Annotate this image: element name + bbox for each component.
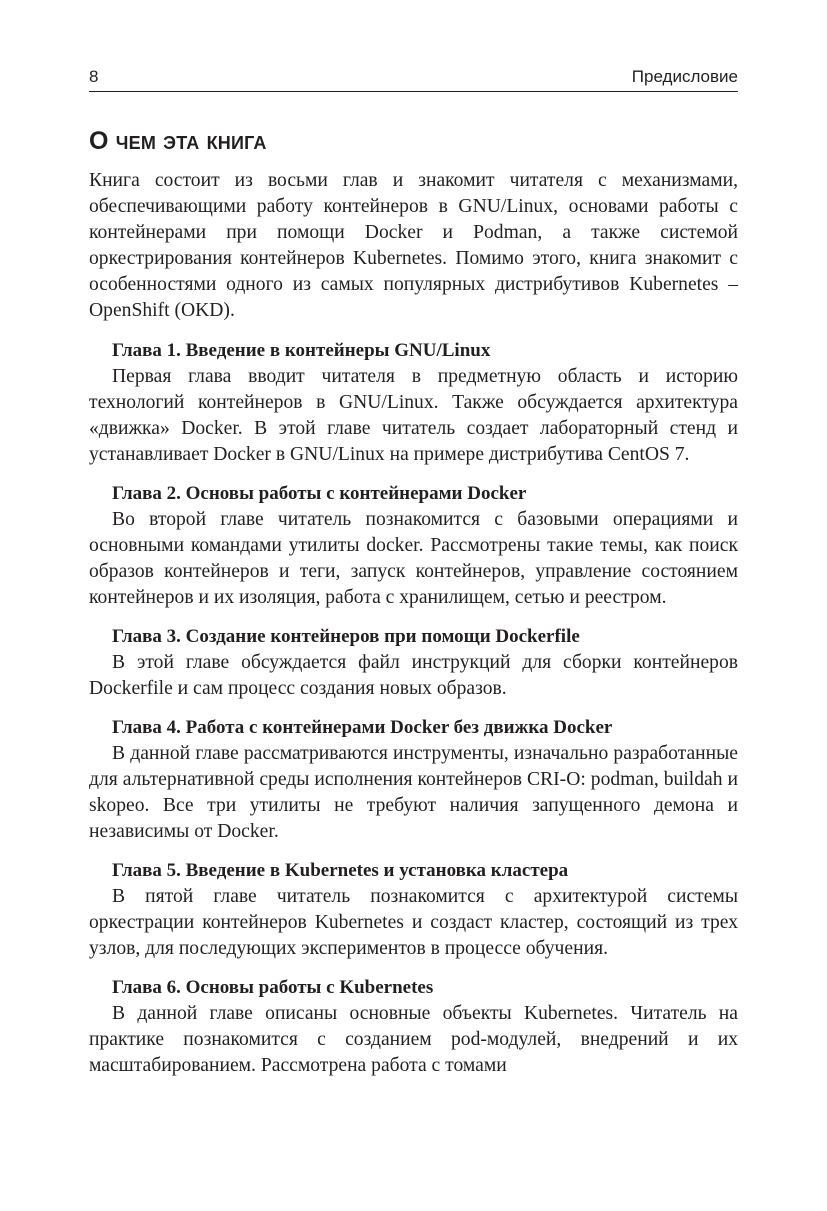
book-page	[89, 66, 738, 1092]
chapter-description: В данной главе рассматриваются инструменты, изначально разработанные для альтернативной среды исполнения контейнеров CRI-O: podman, buildah и skopeo. Все три утилиты не требуют наличия запущенного демона и независимы от Docker.	[89, 743, 738, 842]
chapter-3	[89, 624, 738, 702]
chapter-description: Во второй главе читатель познакомится с базовыми операциями и основными командами утилиты docker. Рассмотрены такие темы, как поиск образов контейнеров и теги, запуск контейнеров, управление состоянием контейнеров и их изоляция, работа с хранилищем, сетью и реестром.	[89, 509, 738, 608]
chapter-6	[89, 975, 738, 1079]
chapter-1	[89, 338, 738, 468]
running-header	[89, 66, 738, 92]
chapter-description: Первая глава вводит читателя в предметную область и историю технологий контейнеров в GNU/Linux. Также обсуждается архитектура «движка» Docker. В этой главе читатель создает лабораторный стенд и устанавливает Docker в GNU/Linux на примере дистрибутива CentOS 7.	[89, 366, 738, 465]
chapter-2	[89, 481, 738, 611]
chapter-title: Глава 6. Основы работы с Kubernetes	[112, 977, 434, 998]
chapter-title: Глава 2. Основы работы с контейнерами Docker	[112, 483, 527, 504]
chapter-title: Глава 5. Введение в Kubernetes и установка кластера	[112, 860, 569, 881]
chapter-title: Глава 1. Введение в контейнеры GNU/Linux	[112, 340, 491, 361]
chapter-title: Глава 4. Работа с контейнерами Docker без движка Docker	[112, 717, 613, 738]
chapter-title: Глава 3. Создание контейнеров при помощи Dockerfile	[112, 626, 580, 647]
running-title: Предисловие	[631, 67, 738, 86]
chapter-description: В пятой главе читатель познакомится с архитектурой системы оркестрации контейнеров Kubernetes и создаст кластер, состоящий из трех узлов, для последующих экспериментов в процессе обучения.	[89, 886, 738, 959]
chapter-description: В этой главе обсуждается файл инструкций для сборки контейнеров Dockerfile и сам процесс создания новых образов.	[89, 652, 738, 699]
chapter-4	[89, 715, 738, 845]
intro-paragraph: Книга состоит из восьми глав и знакомит читателя с механизмами, обеспечивающими работу контейнеров в GNU/Linux, основами работы с контейнерами при помощи Docker и Podman, а также системой оркестрирования контейнеров Kubernetes. Помимо этого, книга знакомит с особенностями одного из самых популярных дистрибутивов Kubernetes – OpenShift (OKD).	[89, 170, 738, 321]
chapter-5	[89, 858, 738, 962]
chapter-description: В данной главе описаны основные объекты Kubernetes. Читатель на практике познакомится с созданием pod-модулей, внедрений и их масштабированием. Рассмотрена работа с томами	[89, 1003, 738, 1076]
section-title: О чем эта книга	[89, 127, 267, 155]
page-number: 8	[89, 67, 99, 86]
